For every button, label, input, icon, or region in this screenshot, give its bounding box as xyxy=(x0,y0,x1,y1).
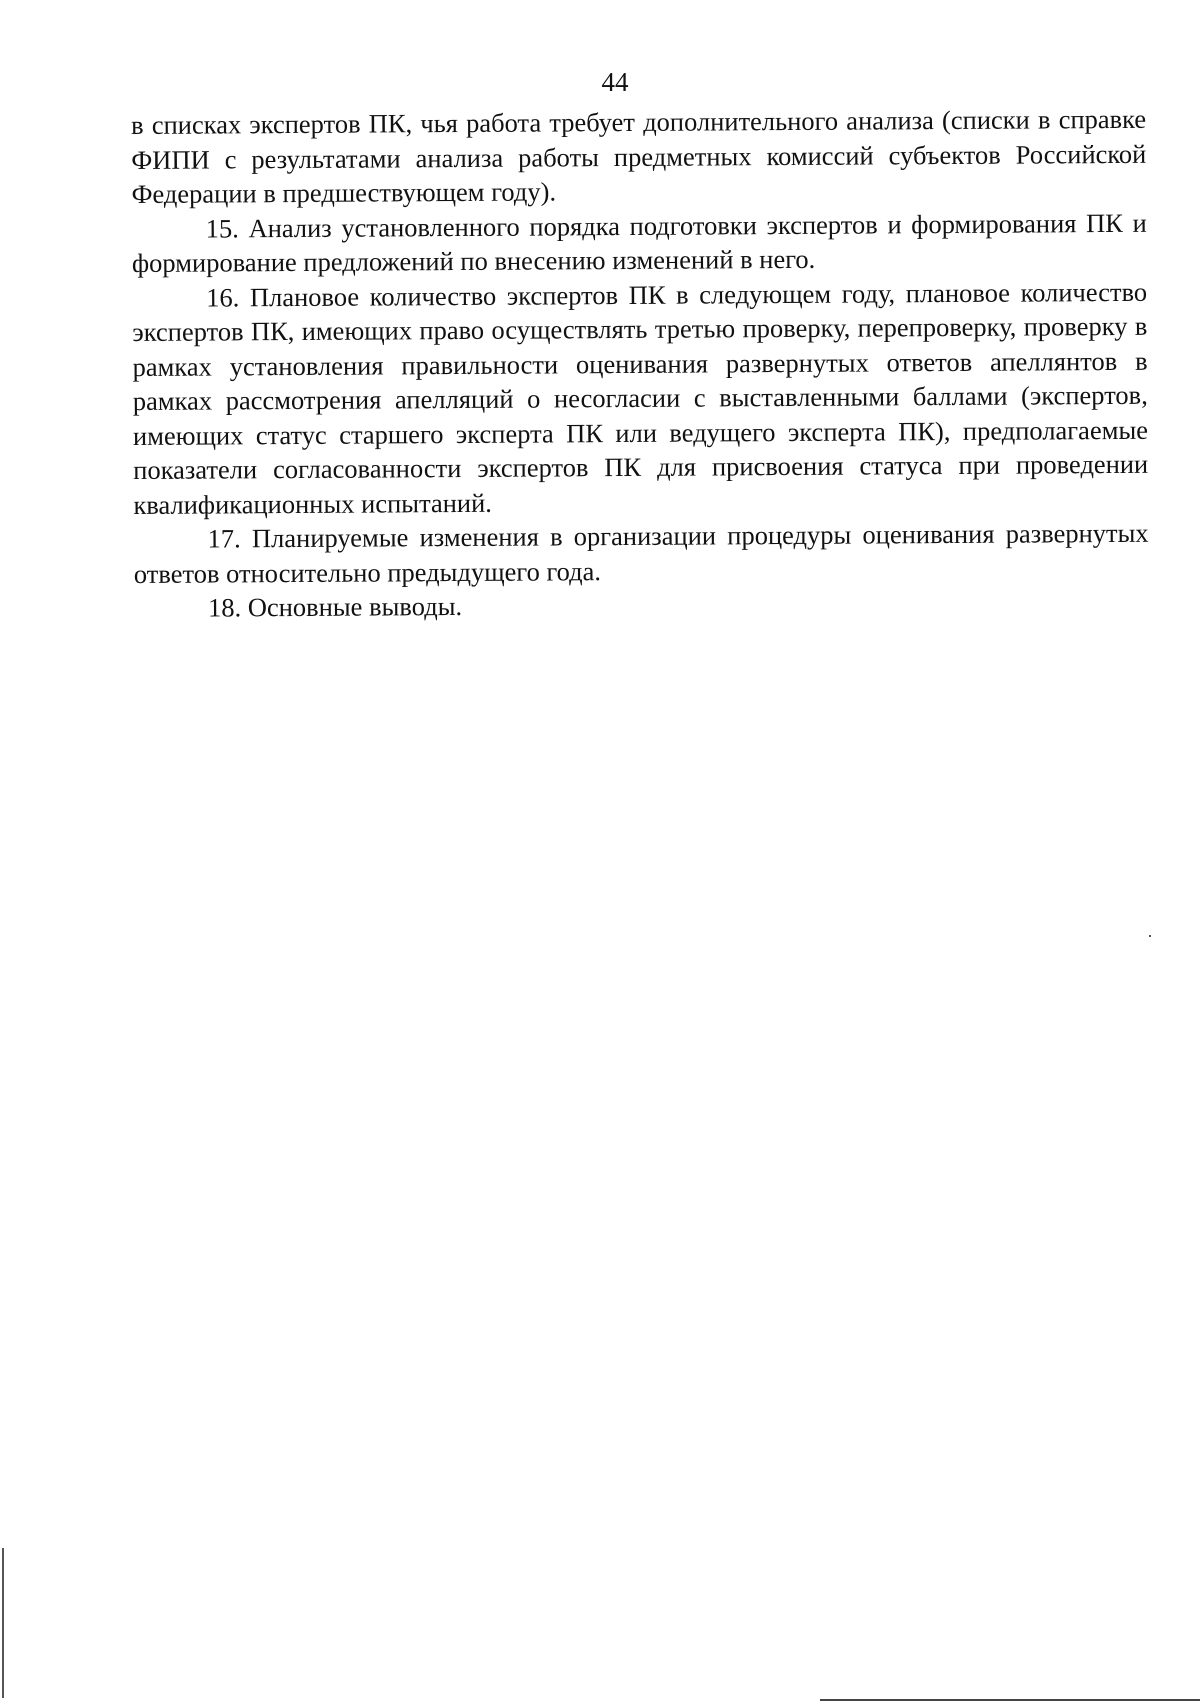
scan-artifact-bottom-edge xyxy=(820,1699,1200,1701)
paragraph-item-15: 15. Анализ установленного порядка подготовки экспертов и формирования ПК и формирование предложений по внесению изменений в него. xyxy=(131,207,1147,278)
scan-artifact-left-edge xyxy=(2,1548,4,1698)
paragraph-item-17: 17. Планируемые изменения в организации процедуры оценивания развернутых ответов относительно предыдущего года. xyxy=(133,517,1149,589)
page-number: 44 xyxy=(601,67,629,97)
paragraph-item-18: 18. Основные выводы. xyxy=(207,590,463,623)
paragraph-item-16: 16. Плановое количество экспертов ПК в следующем году, плановое количество экспертов ПК, имеющих право осуществлять третью проверку, перепроверку, проверку в рамках установления правильности оценивания развернутых ответов апеллянтов в рамках рассмотрения апелляций о несогласии с выставленными баллами (экспертов, имеющих статус старшего эксперта ПК или ведущего эксперта ПК), предполагаемые показатели согласованности экспертов ПК для присвоения статуса при проведении квалификационных испытаний. xyxy=(132,276,1149,520)
scan-artifact-dot xyxy=(1149,935,1151,937)
document-body xyxy=(131,102,1149,626)
paragraph-continuation: в списках экспертов ПК, чья работа требует дополнительного анализа (списки в справке ФИПИ с результатами анализа работы предметных комиссий субъектов Российской Федерации в предшествующем году). xyxy=(131,103,1147,209)
